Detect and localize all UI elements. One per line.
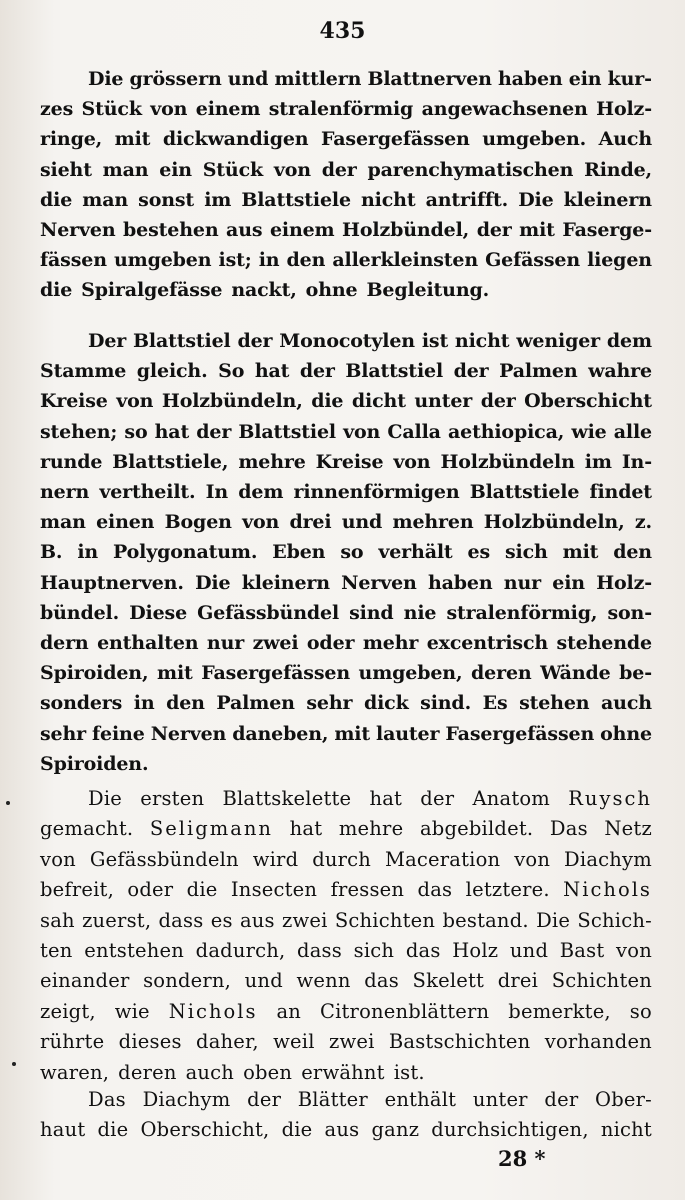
text-line: sonders in den Palmen sehr dick sind. Es stehen auch [40, 692, 652, 715]
text-line: sieht man ein Stück von der parenchymatischen Rinde, [40, 158, 652, 181]
text-line: runde Blattstiele, mehre Kreise von Holzbündeln im In- [40, 450, 652, 473]
text-line: Spiroiden, mit Fasergefässen umgeben, deren Wände be- [40, 662, 652, 685]
text-line: befreit, oder die Insecten fressen das letztere. Nichols [40, 878, 652, 902]
text-line: zeigt, wie Nichols an Citronenblättern bemerkte, so [40, 999, 652, 1023]
text-line: einander sondern, und wenn das Skelett drei Schichten [40, 969, 652, 993]
text-line: ten entstehen dadurch, dass sich das Holz und Bast von [40, 939, 652, 963]
text-line: zes Stück von einem stralenförmig angewachsenen Holz- [40, 98, 652, 121]
text-line: Die grössern und mittlern Blattnerven haben ein kur- [88, 68, 652, 90]
paragraph-3 [40, 784, 652, 1088]
text-line: Stamme gleich. So hat der Blattstiel der Palmen wahre [40, 360, 652, 383]
text-line: ringe, mit dickwandigen Fasergefässen umgeben. Auch [40, 128, 652, 151]
text-line: bündel. Diese Gefässbündel sind nie stralenförmig, son- [40, 601, 652, 624]
text-line: nern vertheilt. In dem rinnenförmigen Blattstiele findet [40, 481, 652, 504]
paragraph-4 [40, 1085, 652, 1146]
text-line: von Gefässbündeln wird durch Maceration von Diachym [40, 847, 652, 871]
text-line: Kreise von Holzbündeln, die dicht unter der Oberschicht [40, 390, 652, 413]
text-line: die Spiralgefässe nackt, ohne Begleitung. [40, 279, 490, 302]
text-line: rührte dieses daher, weil zwei Bastschichten vorhanden [40, 1030, 652, 1054]
paragraph-1 [40, 64, 652, 306]
text-line: Nerven bestehen aus einem Holzbündel, der mit Faserge- [40, 219, 652, 242]
text-line: haut die Oberschicht, die aus ganz durchsichtigen, nicht [40, 1118, 652, 1142]
text-line: B. in Polygonatum. Eben so verhält es sich mit den [40, 541, 652, 564]
text-line: waren, deren auch oben erwähnt ist. [40, 1060, 425, 1084]
text-line: Das Diachym der Blätter enthält unter der Ober- [88, 1088, 652, 1111]
text-line: stehen; so hat der Blattstiel von Calla aethiopica, wie alle [40, 420, 652, 443]
ink-speck [12, 1062, 16, 1066]
paragraph-2 [40, 326, 652, 779]
text-line: dern enthalten nur zwei oder mehr excentrisch stehende [40, 632, 652, 655]
text-line: Die ersten Blattskelette hat der Anatom Ruysch [88, 787, 652, 810]
text-line: man einen Bogen von drei und mehren Holzbündeln, z. [40, 511, 652, 534]
text-line: sah zuerst, dass es aus zwei Schichten bestand. Die Schich- [40, 908, 652, 932]
text-line: gemacht. Seligmann hat mehre abgebildet. Das Netz [40, 817, 652, 841]
text-line: sehr feine Nerven daneben, mit lauter Fasergefässen ohne [40, 722, 652, 745]
text-line: die man sonst im Blattstiele nicht antrifft. Die kleinern [40, 188, 652, 211]
ink-speck [6, 801, 10, 805]
text-line: fässen umgeben ist; in den allerkleinsten Gefässen liegen [40, 249, 652, 272]
text-line: Der Blattstiel der Monocotylen ist nicht weniger dem [88, 330, 652, 352]
signature-mark: 28 * [498, 1146, 546, 1171]
text-line: Hauptnerven. Die kleinern Nerven haben nur ein Holz- [40, 571, 652, 594]
text-line: Spiroiden. [40, 752, 149, 775]
page-number: 435 [319, 18, 366, 44]
